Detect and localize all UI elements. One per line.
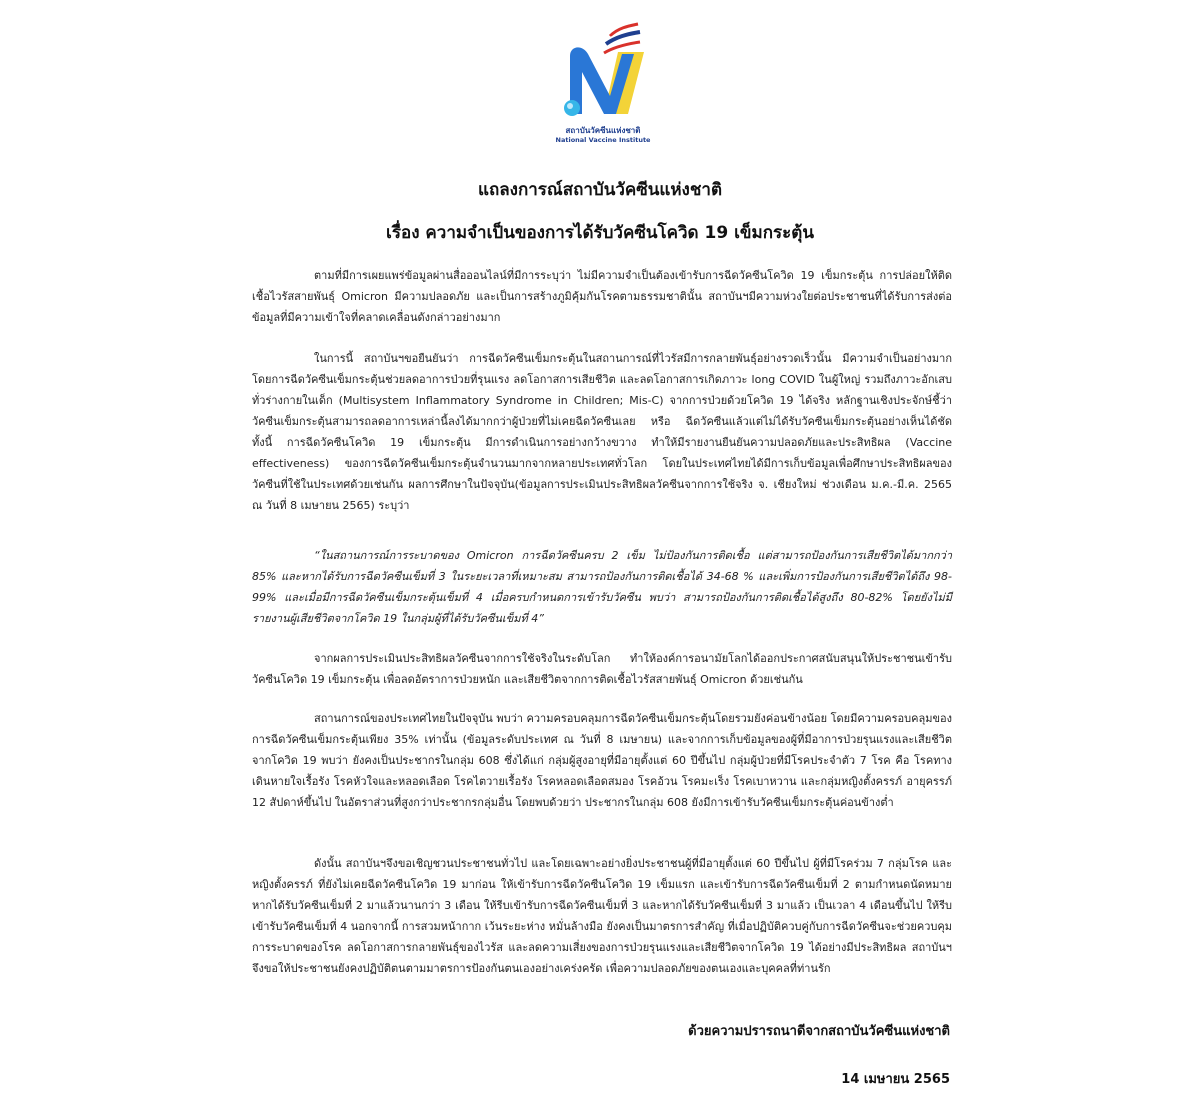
nvi-logo	[548, 22, 658, 150]
paragraph-1: ตามที่มีการเผยแพร่ข้อมูลผ่านสื่อออนไลน์ที่มีการระบุว่า ไม่มีความจำเป็นต้องเข้ารับการฉีดวัคซีนโควิด 19 เข็มกระตุ้น การปล่อยให้ติดเชื้อไวรัสสายพันธุ์ Omicron มีความปลอดภัย และเป็นการสร้างภูมิคุ้มกันโรคตามธรรมชาตินั้น สถาบันฯมีความห่วงใยต่อประชาชนที่ได้รับการส่งต่อข้อมูลที่มีความเข้าใจที่คลาดเคลื่อนดังกล่าวอย่างมาก	[252, 269, 952, 324]
paragraph-4: สถานการณ์ของประเทศไทยในปัจจุบัน พบว่า ความครอบคลุมการฉีดวัคซีนเข็มกระตุ้นโดยรวมยังค่อนข้างน้อย โดยมีความครอบคลุมของการฉีดวัคซีนเข็มกระตุ้นเพียง 35% เท่านั้น (ข้อมูลระดับประเทศ ณ วันที่ 8 เมษายน) และจากการเก็บข้อมูลของผู้ที่มีอาการป่วยรุนแรงและเสียชีวิตจากโควิด 19 พบว่า ยังคงเป็นประชากรในกลุ่ม 608 ซึ่งได้แก่ กลุ่มผู้สูงอายุที่มีอายุตั้งแต่ 60 ปีขึ้นไป กลุ่มผู้ป่วยที่มีโรคประจำตัว 7 โรค คือ โรคทางเดินหายใจเรื้อรัง โรคหัวใจและหลอดเลือด โรคไตวายเรื้อรัง โรคหลอดเลือดสมอง โรคอ้วน โรคมะเร็ง โรคเบาหวาน และกลุ่มหญิงตั้งครรภ์ อายุครรภ์ 12 สัปดาห์ขึ้นไป ในอัตราส่วนที่สูงกว่าประชากรกลุ่มอื่น โดยพบด้วยว่า ประชากรในกลุ่ม 608 ยังมีการเข้ารับวัคซีนเข็มกระตุ้นค่อนข้างต่ำ	[252, 712, 952, 809]
paragraph-3: จากผลการประเมินประสิทธิผลวัคซีนจากการใช้จริงในระดับโลก ทำให้องค์การอนามัยโลกได้ออกประกาศสนับสนุนให้ประชาชนเข้ารับวัคซีนโควิด 19 เข็มกระตุ้น เพื่อลดอัตราการป่วยหนัก และเสียชีวิตจากการติดเชื้อไวรัสสายพันธุ์ Omicron ด้วยเช่นกัน	[252, 652, 952, 686]
quote-block: “ในสถานการณ์การระบาดของ Omicron การฉีดวัคซีนครบ 2 เข็ม ไม่ป้องกันการติดเชื้อ แต่สามารถป้องกันการเสียชีวิตได้มากกว่า 85% และหากได้รับการฉีดวัคซีนเข็มที่ 3 ในระยะเวลาที่เหมาะสม สามารถป้องกันการติดเชื้อได้ 34-68 % และเพิ่มการป้องกันการเสียชีวิตได้ถึง 98-99% และเมื่อมีการฉีดวัคซีนเข็มกระตุ้นเข็มที่ 4 เมื่อครบกำหนดการเข้ารับวัคซีน พบว่า สามารถป้องกันการติดเชื้อได้สูงถึง 80-82% โดยยังไม่มีรายงานผู้เสียชีวิตจากโควิด 19 ในกลุ่มผู้ที่ได้รับวัคซีนเข็มที่ 4”	[252, 549, 952, 625]
logo-name-english: National Vaccine Institute	[555, 136, 651, 144]
document-title: แถลงการณ์สถาบันวัคซีนแห่งชาติ	[477, 180, 722, 200]
document-date: 14 เมษายน 2565	[841, 1072, 950, 1087]
logo-name-thai: สถาบันวัคซีนแห่งชาติ	[565, 126, 641, 135]
document-subject: เรื่อง ความจำเป็นของการได้รับวัคซีนโควิด 19 เข็มกระตุ้น	[386, 223, 814, 243]
signature: ด้วยความปรารถนาดีจากสถาบันวัคซีนแห่งชาติ	[688, 1024, 950, 1039]
paragraph-5: ดังนั้น สถาบันฯจึงขอเชิญชวนประชาชนทั่วไป และโดยเฉพาะอย่างยิ่งประชาชนผู้ที่มีอายุตั้งแต่ 60 ปีขึ้นไป ผู้ที่มีโรคร่วม 7 กลุ่มโรค และหญิงตั้งครรภ์ ที่ยังไม่เคยฉีดวัคซีนโควิด 19 มาก่อน ให้เข้ารับการฉีดวัคซีนโควิด 19 เข็มแรก และเข้ารับการฉีดวัคซีนเข็มที่ 2 ตามกำหนดนัดหมาย หากได้รับวัคซีนเข็มที่ 2 มาแล้วนานกว่า 3 เดือน ให้รีบเข้ารับการฉีดวัคซีนเข็มที่ 3 และหากได้รับวัคซีนเข็มที่ 3 มาแล้ว เป็นเวลา 4 เดือนขึ้นไป ให้รีบเข้ารับวัคซีนเข็มที่ 4 นอกจากนี้ การสวมหน้ากาก เว้นระยะห่าง หมั่นล้างมือ ยังคงเป็นมาตรการสำคัญ ที่เมื่อปฏิบัติควบคู่กับการฉีดวัคซีนจะช่วยควบคุมการระบาดของโรค ลดโอกาสการกลายพันธุ์ของไวรัส และลดความเสี่ยงของการป่วยรุนแรงและเสียชีวิตจากโควิด 19 ได้อย่างมีประสิทธิผล สถาบันฯจึงขอให้ประชาชนยังคงปฏิบัติตนตามมาตรการป้องกันตนเองอย่างเคร่งครัด เพื่อความปลอดภัยของตนเองและบุคคลที่ท่านรัก	[252, 857, 952, 975]
nvi-logo-icon	[548, 22, 658, 126]
paragraph-2: ในการนี้ สถาบันฯขอยืนยันว่า การฉีดวัคซีนเข็มกระตุ้นในสถานการณ์ที่ไวรัสมีการกลายพันธุ์อย่างรวดเร็วนั้น มีความจำเป็นอย่างมาก โดยการฉีดวัคซีนเข็มกระตุ้นช่วยลดอาการป่วยที่รุนแรง ลดโอกาสการเสียชีวิต และลดโอกาสการเกิดภาวะ long COVID ในผู้ใหญ่ รวมถึงภาวะอักเสบทั่วร่างกายในเด็ก (Multisystem Inflammatory Syndrome in Children; Mis-C) จากการป่วยด้วยโควิด 19 ได้จริง หลักฐานเชิงประจักษ์ชี้ว่า วัคซีนเข็มกระตุ้นสามารถลดอาการเหล่านี้ลงได้มากกว่าผู้ป่วยที่ไม่เคยฉีดวัคซีนเลย หรือ ฉีดวัคซีนแล้วแต่ไม่ได้รับวัคซีนเข็มกระตุ้นอย่างเห็นได้ชัด ทั้งนี้ การฉีดวัคซีนโควิด 19 เข็มกระตุ้น มีการดำเนินการอย่างกว้างขวาง ทำให้มีรายงานยืนยันความปลอดภัยและประสิทธิผล (Vaccine effectiveness) ของการฉีดวัคซีนเข็มกระตุ้นจำนวนมากจากหลายประเทศทั่วโลก โดยในประเทศไทยได้มีการเก็บข้อมูลเพื่อศึกษาประสิทธิผลของวัคซีนที่ใช้ในประเทศด้วยเช่นกัน ผลการศึกษาในปัจจุบัน(ข้อมูลการประเมินประสิทธิผลวัคซีนจากการใช้จริง จ. เชียงใหม่ ช่วงเดือน ม.ค.-มี.ค. 2565 ณ วันที่ 8 เมษายน 2565) ระบุว่า	[252, 352, 952, 512]
